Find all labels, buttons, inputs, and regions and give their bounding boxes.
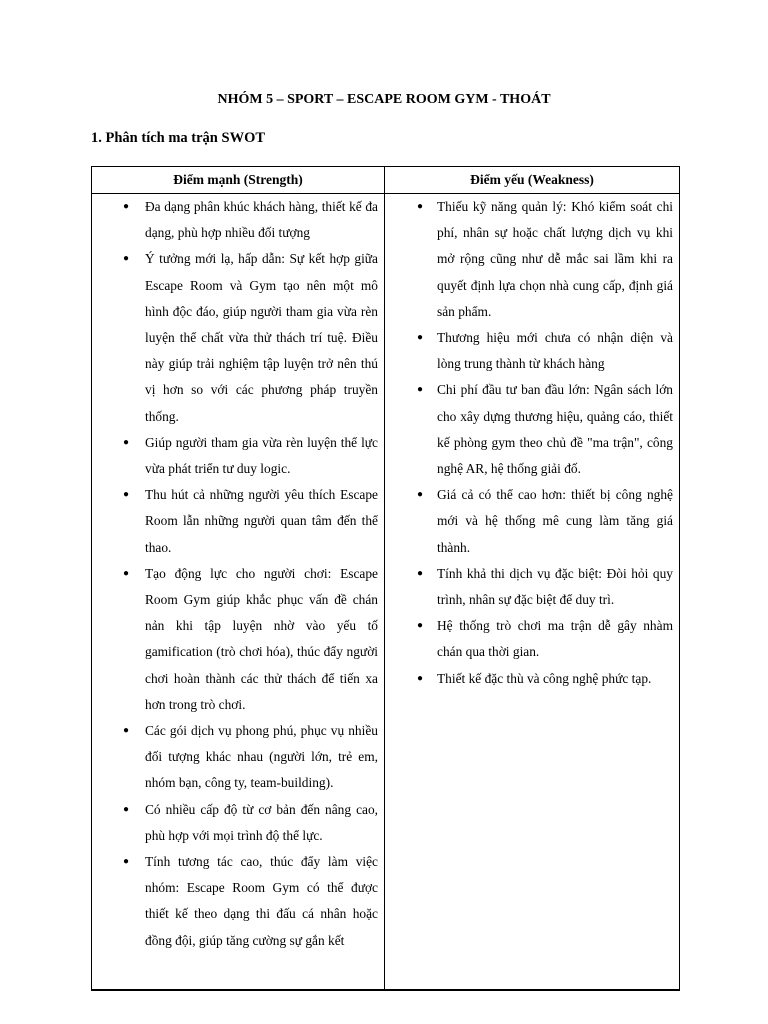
bullet-icon: ● [122, 725, 130, 737]
swot-header-row [92, 167, 680, 194]
strengths-cell [92, 194, 385, 991]
bullet-icon: ● [122, 567, 130, 579]
weakness-header: Điểm yếu (Weakness) [385, 167, 680, 194]
weakness-item: ● Thiết kế đặc thù và công nghệ phức tạp. [385, 666, 679, 692]
bullet-icon: ● [416, 620, 424, 632]
weakness-item: ● Giá cả có thể cao hơn: thiết bị công nghệ mới và hệ thống mê cung làm tăng giá thành. [385, 482, 679, 561]
strength-item: ● Tạo động lực cho người chơi: Escape Room Gym giúp khắc phục vấn đề chán nản khi tập luyện nhờ vào yếu tố gamification (trò chơi hóa), thúc đẩy người chơi hoàn thành các thử thách để tiến xa hơn trong trò chơi. [92, 561, 384, 718]
weaknesses-list [385, 194, 679, 692]
weakness-item: ● Tính khả thi dịch vụ đặc biệt: Đòi hỏi quy trình, nhân sự đặc biệt để duy trì. [385, 561, 679, 613]
bullet-icon: ● [416, 201, 424, 212]
bullet-icon: ● [416, 567, 424, 579]
bullet-icon: ● [416, 489, 424, 501]
bullet-icon: ● [122, 201, 130, 212]
strength-item: ● Tính tương tác cao, thúc đẩy làm việc nhóm: Escape Room Gym có thể được thiết kế theo dạng thi đấu cá nhân hoặc đồng đội, giúp tăng cường sự gắn kết [92, 849, 384, 954]
bullet-icon: ● [122, 253, 130, 265]
strength-header: Điểm mạnh (Strength) [92, 167, 385, 194]
strength-item: ● Giúp người tham gia vừa rèn luyện thể lực vừa phát triển tư duy logic. [92, 430, 384, 482]
strength-item: ● Có nhiều cấp độ từ cơ bản đến nâng cao, phù hợp với mọi trình độ thể lực. [92, 797, 384, 849]
strengths-list [92, 194, 384, 954]
weaknesses-cell [385, 194, 680, 991]
bullet-icon: ● [122, 856, 130, 868]
strength-item: ● Thu hút cả những người yêu thích Escape Room lẫn những người quan tâm đến thể thao. [92, 482, 384, 561]
bullet-icon: ● [122, 489, 130, 501]
bullet-icon: ● [416, 672, 424, 684]
strength-item: ● Ý tưởng mới lạ, hấp dẫn: Sự kết hợp giữa Escape Room và Gym tạo nên một mô hình độc đáo, giúp người tham gia vừa rèn luyện thể chất vừa thử thách trí tuệ. Điều này giúp trải nghiệm tập luyện trở nên thú vị hơn so với các phương pháp truyền thống. [92, 246, 384, 429]
section-heading: 1. Phân tích ma trận SWOT [91, 130, 266, 146]
weakness-item: ● Hệ thống trò chơi ma trận dễ gây nhàm chán qua thời gian. [385, 613, 679, 665]
strength-item: ● Các gói dịch vụ phong phú, phục vụ nhiều đối tượng khác nhau (người lớn, trẻ em, nhóm bạn, công ty, team-building). [92, 718, 384, 797]
strength-item: ● Đa dạng phân khúc khách hàng, thiết kế đa dạng, phù hợp nhiều đối tượng [92, 194, 384, 246]
weakness-item: ● Chi phí đầu tư ban đầu lớn: Ngân sách lớn cho xây dựng thương hiệu, quảng cáo, thiết kế phòng gym theo chủ đề "ma trận", công nghệ AR, hệ thống giải đố. [385, 377, 679, 482]
document-title: NHÓM 5 – SPORT – ESCAPE ROOM GYM - THOÁT [217, 92, 551, 107]
bullet-icon: ● [122, 436, 130, 448]
swot-table [91, 166, 680, 991]
bullet-icon: ● [122, 803, 130, 815]
weakness-item: ● Thiếu kỹ năng quản lý: Khó kiểm soát chi phí, nhân sự hoặc chất lượng dịch vụ khi mở rộng cũng như dễ mắc sai lầm khi ra quyết định lựa chọn nhà cung cấp, định giá sản phẩm. [385, 194, 679, 325]
bullet-icon: ● [416, 332, 424, 344]
weakness-item: ● Thương hiệu mới chưa có nhận diện và lòng trung thành từ khách hàng [385, 325, 679, 377]
bullet-icon: ● [416, 384, 424, 396]
swot-body-row [92, 194, 680, 991]
